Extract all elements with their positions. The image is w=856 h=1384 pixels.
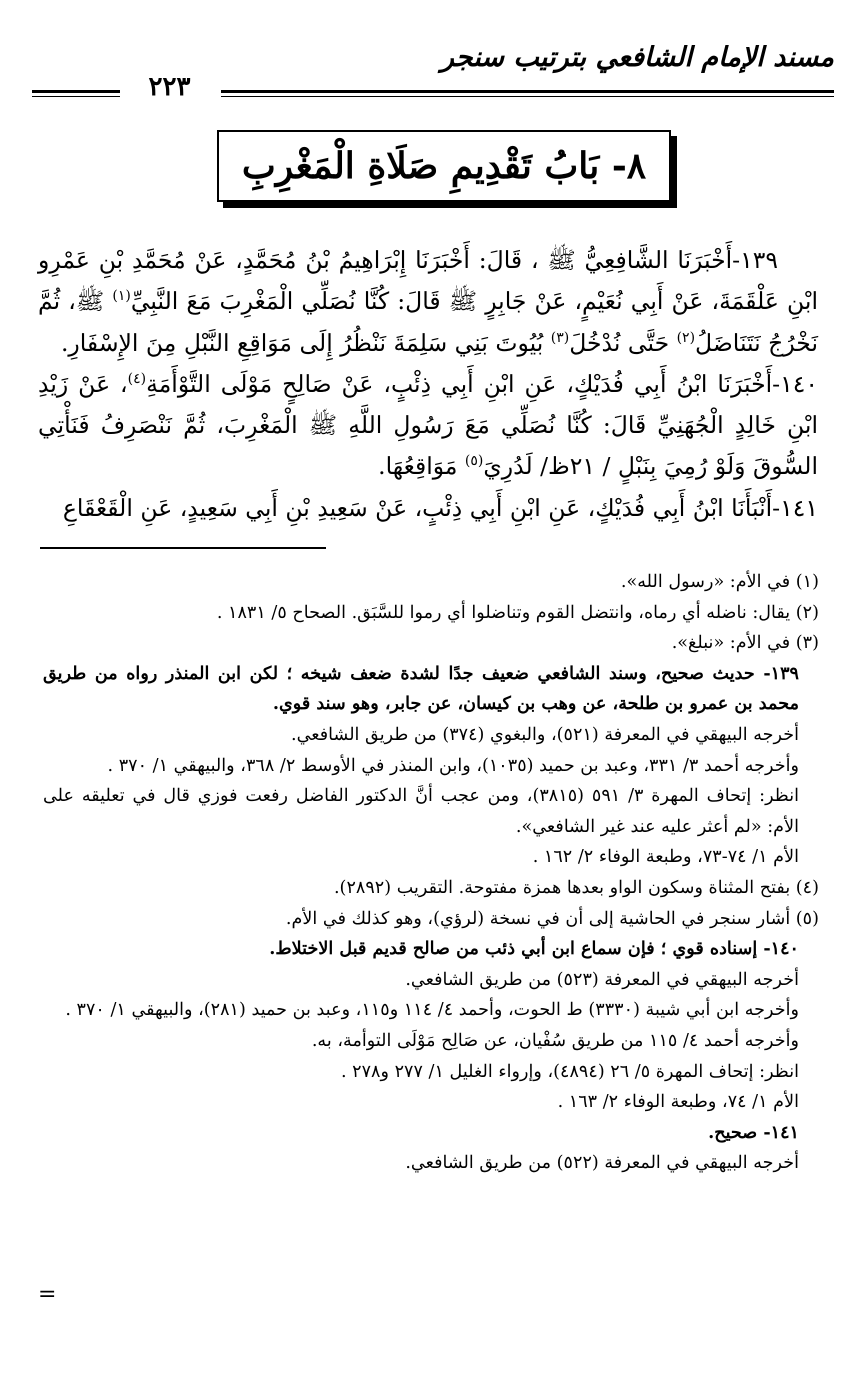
hadith-139-takhrij: وأخرجه أحمد ٣/ ٣٣١، وعبد بن حميد (١٠٣٥)، وابن المنذر في الأوسط ٢/ ٣٦٨، والبيهقي ١/ ٣٧٠ .	[107, 755, 799, 776]
hadith-139-text: بُيُوتَ بَنِي سَلِمَةَ نَنْظُرُ إِلَى مَوَاقِعِ النَّبْلِ مِنَ الإِسْفَارِ.	[60, 328, 551, 357]
running-head-rule-short	[32, 90, 120, 97]
hadith-140-takhrij: الأم ١/ ٧٤، وطبعة الوفاء ٢/ ١٦٣ .	[557, 1092, 799, 1113]
footnote-ref: (١)	[112, 288, 131, 305]
running-head-rule	[221, 90, 834, 97]
hadith-139-grading: ١٣٩- حديث صحيح، وسند الشافعي ضعيف جدًا لشدة ضعف شيخه ؛ لكن ابن المنذر رواه من طريق محمد بن عمرو بن طلحة، عن وهب بن كيسان، عن جابر، وهو سند قوي.	[43, 662, 799, 715]
chapter-heading-box	[217, 130, 671, 202]
hadith-140-text: ١٤٠-أَخْبَرَنَا ابْنُ أَبِي فُدَيْكٍ، عَنِ ابْنِ أَبِي ذِئْبٍ، عَنْ صَالِحٍ مَوْلَى التَّوْأَمَةِ	[146, 369, 818, 398]
footnote-ref: (٤)	[127, 371, 147, 388]
hadith-140-takhrij: وأخرجه ابن أبي شيبة (٣٣٣٠) ط الحوت، وأحمد ٤/ ١١٤ و١١٥، وعبد بن حميد (٢٨١)، والبيهقي ١/ ٣٧٠ .	[65, 1000, 799, 1021]
hadith-139-text: ﷺ، ثُمَّ نَخْرُجُ نَتَنَاضَلُ	[38, 287, 818, 357]
footnote-ref: (٣)	[550, 329, 570, 346]
hadith-139-text: ١٣٩-أَخْبَرَنَا الشَّافِعِيُّ ﷺ ، قَالَ: أَخْبَرَنَا إِبْرَاهِيمُ بْنُ مُحَمَّدٍ، عَنْ مُحَمَّدِ بْنِ عَمْرِو ابْنِ عَلْقَمَةَ، عَنْ أَبِي نُعَيْمٍ، عَنْ جَابِرٍ ﷺ قَالَ: كُنَّا نُصَلِّي الْمَغْرِبَ مَعَ النَّبِيِّ	[38, 246, 819, 316]
footnote-ref: (٢)	[676, 329, 696, 346]
hadith-139	[38, 240, 818, 364]
hadith-140-grading: ١٤٠- إسناده قوي ؛ فإن سماع ابن أبي ذئب من صالح قديم قبل الاختلاط.	[269, 938, 799, 960]
footnote-3: (٣) في الأم: «نبلغ».	[671, 633, 819, 654]
hadith-139-takhrij: الأم ١/ ٧٤-٧٣، وطبعة الوفاء ٢/ ١٦٢ .	[532, 847, 799, 868]
hadith-141-grading: ١٤١- صحيح.	[708, 1121, 799, 1143]
hadith-140-takhrij: أخرجه البيهقي في المعرفة (٥٢٣) من طريق الشافعي.	[405, 969, 799, 990]
running-head	[22, 42, 834, 112]
hadith-139-takhrij: أخرجه البيهقي في المعرفة (٥٢١)، والبغوي (٣٧٤) من طريق الشافعي.	[290, 724, 799, 745]
footnote-1: (١) في الأم: «رسول الله».	[620, 572, 819, 592]
hadith-139-text: حَتَّى نُدْخُلَ	[569, 328, 677, 357]
hadith-140-takhrij: وأخرجه أحمد ٤/ ١١٥ من طريق سُفْيان، عن صَالِح مَوْلَى التوأمة، به.	[311, 1030, 799, 1051]
hadith-140	[38, 364, 818, 488]
footnote-ref: (٥)	[464, 453, 484, 470]
footnote-5: (٥) أشار سنجر في الحاشية إلى أن في نسخة (لرؤي)، وهو كذلك في الأم.	[285, 908, 819, 929]
footnote-separator	[40, 547, 326, 549]
hadith-139-takhrij: انظر: إتحاف المهرة ٣/ ٥٩١ (٣٨١٥)، ومن عجب أنَّ الدكتور الفاضل رفعت فوزي قال في تعليقه على الأم: «لم أعثر عليه عند غير الشافعي».	[43, 786, 799, 837]
hadith-140-takhrij: انظر: إتحاف المهرة ٥/ ٢٦ (٤٨٩٤)، وإرواء الغليل ١/ ٢٧٧ و٢٧٨ .	[340, 1061, 799, 1082]
footnote-2: (٢) يقال: ناضله أي رماه، وانتضل القوم وتناضلوا أي رموا للسَّبَق. الصحاح ٥/ ١٨٣١ .	[216, 602, 819, 623]
footnotes	[43, 567, 821, 1179]
hadith-141-takhrij: أخرجه البيهقي في المعرفة (٥٢٢) من طريق الشافعي.	[405, 1153, 799, 1174]
page-number: ٢٢٣	[148, 72, 191, 102]
hadith-141: ١٤١-أَنْبَأَنَا ابْنُ أَبِي فُدَيْكٍ، عَنِ ابْنِ أَبِي ذِئْبٍ، عَنْ سَعِيدِ بْنِ أَبِي سَعِيدٍ، عَنِ الْقَعْقَاعِ	[62, 493, 818, 522]
running-head-title: مسند الإمام الشافعي بترتيب سنجر	[440, 42, 834, 73]
hadith-text	[38, 240, 818, 529]
chapter-title: ٨- بَابُ تَقْدِيمِ صَلَاةِ الْمَغْرِبِ	[241, 145, 647, 187]
hadith-140-text: ، عَنْ زَيْدِ ابْنِ خَالِدٍ الْجُهَنِيِّ قَالَ: كُنَّا نُصَلِّي مَعَ رَسُولِ اللَّهِ ﷺ الْمَغْرِبَ، ثُمَّ نَنْصَرِفُ فَنَأْتِي السُّوقَ وَلَوْ رُمِيَ بِنَبْلٍ / ٢١ظ/ لَدُرِيَ	[38, 369, 818, 481]
hadith-140-text: مَوَاقِعُهَا.	[378, 452, 465, 481]
continuation-mark: =	[38, 1282, 57, 1307]
footnote-4: (٤) بفتح المثناة وسكون الواو بعدها همزة مفتوحة. التقريب (٢٨٩٢).	[333, 877, 819, 898]
